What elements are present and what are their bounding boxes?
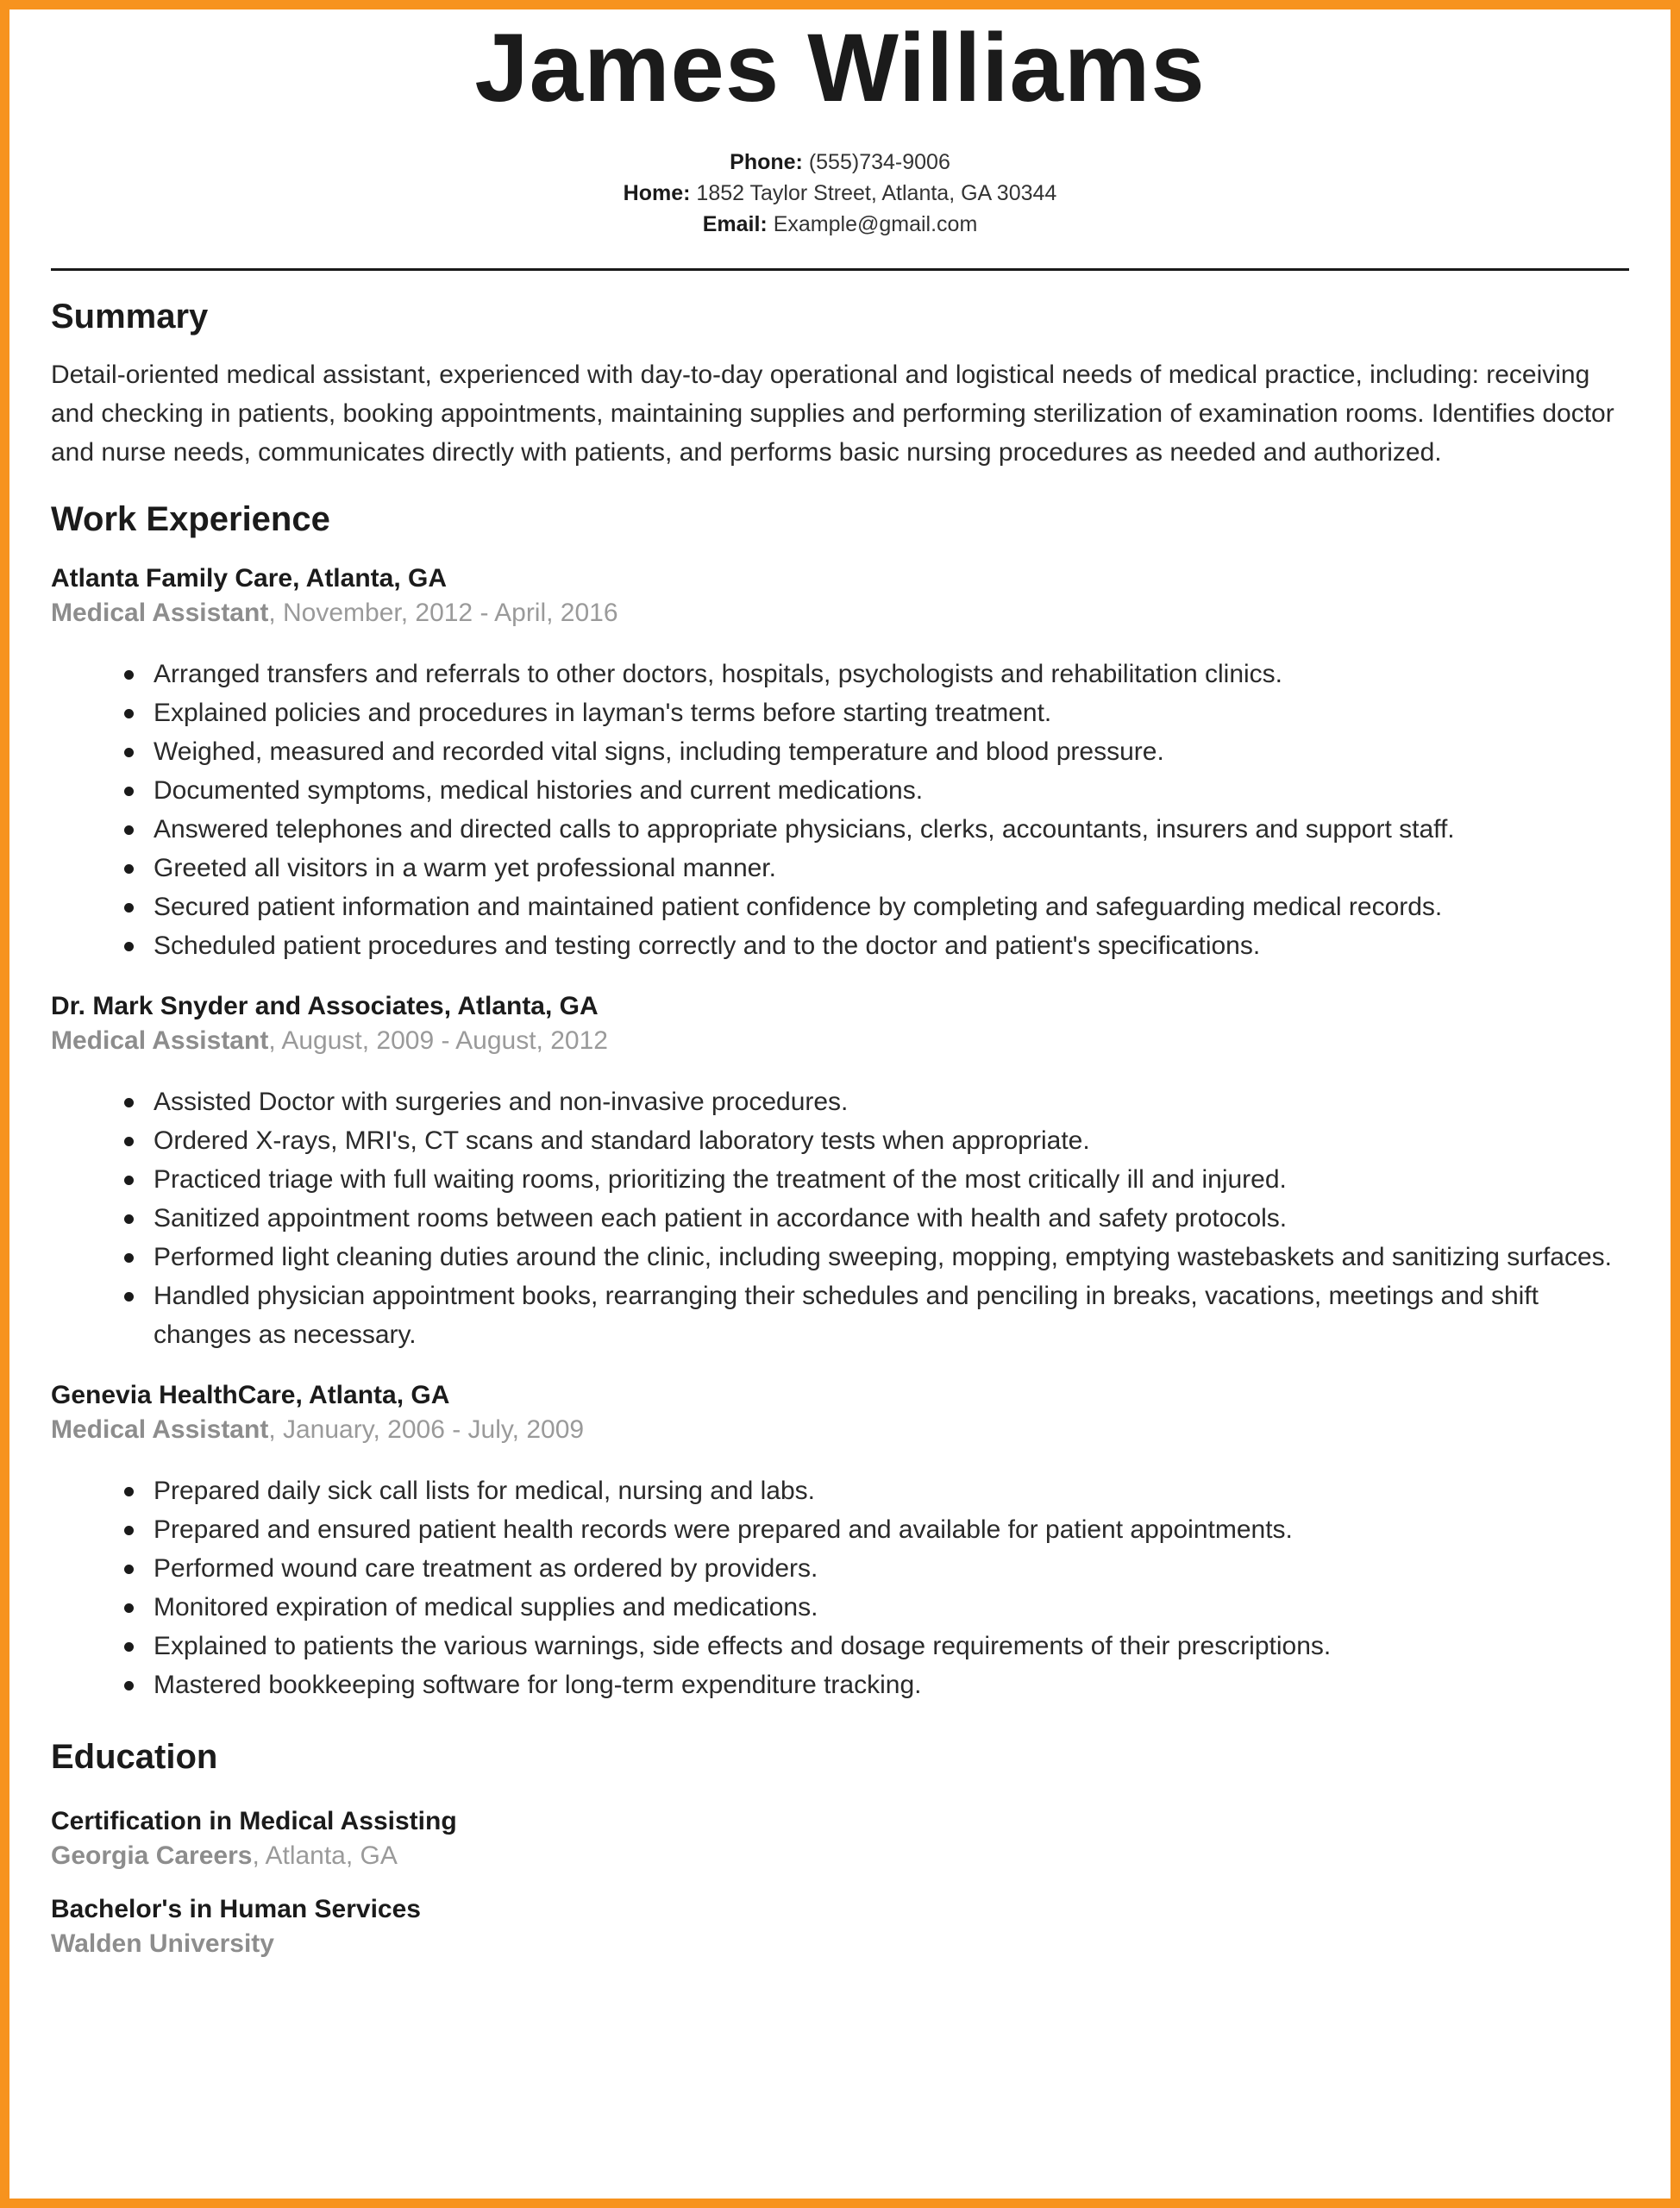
- job-duties: [51, 1082, 1629, 1354]
- education-list: [51, 1804, 1629, 1961]
- job-role-line: Medical Assistant, January, 2006 - July, 2009: [51, 1415, 585, 1444]
- job-entry: [51, 989, 1629, 1354]
- email-value: Example@gmail.com: [773, 212, 978, 236]
- edu-degree: Bachelor's in Human Services: [51, 1895, 421, 1923]
- phone-line: [51, 147, 1629, 178]
- home-label: Home:: [623, 181, 691, 205]
- edu-location: Atlanta, GA: [265, 1841, 398, 1870]
- duty-item: Scheduled patient procedures and testing correctly and to the doctor and patient's specifications.: [154, 926, 1629, 965]
- job-duties: [51, 1471, 1629, 1704]
- job-dates: November, 2012 - April, 2016: [282, 599, 618, 627]
- phone-value: (555)734-9006: [808, 150, 950, 174]
- duty-item: Ordered X-rays, MRI's, CT scans and standard laboratory tests when appropriate.: [154, 1121, 1629, 1160]
- job-location: Atlanta, GA: [309, 1381, 450, 1409]
- job-duties: [51, 655, 1629, 965]
- edu-school: Georgia Careers: [51, 1841, 253, 1870]
- duty-item: Arranged transfers and referrals to other doctors, hospitals, psychologists and rehabilitation clinics.: [154, 655, 1629, 693]
- job-employer: Genevia HealthCare: [51, 1381, 296, 1409]
- job-role: Medical Assistant: [51, 1026, 269, 1055]
- job-role-line: Medical Assistant, November, 2012 - April, 2016: [51, 599, 618, 627]
- duty-item: Practiced triage with full waiting rooms, prioritizing the treatment of the most critically ill and injured.: [154, 1160, 1629, 1199]
- duty-item: Prepared and ensured patient health records were prepared and available for patient appointments.: [154, 1510, 1629, 1549]
- duty-item: Explained to patients the various warnings, side effects and dosage requirements of their prescriptions.: [154, 1627, 1629, 1665]
- edu-school-line: [51, 1927, 1629, 1961]
- duty-item: Handled physician appointment books, rearranging their schedules and penciling in breaks, vacations, meetings and shift changes as necessary.: [154, 1276, 1629, 1354]
- duty-item: Weighed, measured and recorded vital signs, including temperature and blood pressure.: [154, 732, 1629, 771]
- email-line: [51, 209, 1629, 240]
- summary-heading: Summary: [51, 298, 209, 336]
- work-experience-heading: Work Experience: [51, 500, 330, 538]
- job-role-line: Medical Assistant, August, 2009 - August, 2012: [51, 1026, 608, 1055]
- duty-item: Assisted Doctor with surgeries and non-invasive procedures.: [154, 1082, 1629, 1121]
- education-heading: Education: [51, 1738, 218, 1776]
- header-divider: [51, 268, 1629, 271]
- email-label: Email:: [702, 212, 768, 236]
- edu-school-line: Georgia Careers, Atlanta, GA: [51, 1841, 398, 1870]
- home-value: 1852 Taylor Street, Atlanta, GA 30344: [696, 181, 1057, 205]
- job-employer-line: Dr. Mark Snyder and Associates, Atlanta, GA: [51, 992, 599, 1020]
- education-entry: [51, 1804, 1629, 1873]
- duty-item: Answered telephones and directed calls to appropriate physicians, clerks, accountants, insurers and support staff.: [154, 810, 1629, 849]
- job-role: Medical Assistant: [51, 1415, 269, 1444]
- duty-item: Secured patient information and maintained patient confidence by completing and safeguarding medical records.: [154, 888, 1629, 926]
- edu-school: Walden University: [51, 1929, 274, 1958]
- duty-item: Greeted all visitors in a warm yet professional manner.: [154, 849, 1629, 888]
- phone-label: Phone:: [730, 150, 803, 174]
- summary-text: Detail-oriented medical assistant, experienced with day-to-day operational and logistical needs of medical practice, including: receiving and checking in patients, booking appointments, maintaining supplies and performing sterilization of examination rooms. Identifies doctor and nurse needs, communicates directly with patients, and performs basic nursing procedures as needed and authorized.: [51, 361, 1614, 467]
- job-location: Atlanta, GA: [457, 992, 599, 1020]
- duty-item: Explained policies and procedures in layman's terms before starting treatment.: [154, 693, 1629, 732]
- duty-item: Prepared daily sick call lists for medical, nursing and labs.: [154, 1471, 1629, 1510]
- job-location: Atlanta, GA: [305, 564, 448, 593]
- job-role: Medical Assistant: [51, 599, 269, 627]
- edu-degree: Certification in Medical Assisting: [51, 1807, 457, 1835]
- home-line: [51, 178, 1629, 209]
- job-list: [51, 561, 1629, 1704]
- job-employer-line: Genevia HealthCare, Atlanta, GA: [51, 1381, 450, 1409]
- job-employer-line: Atlanta Family Care, Atlanta, GA: [51, 564, 448, 593]
- duty-item: Documented symptoms, medical histories and current medications.: [154, 771, 1629, 810]
- job-employer: Dr. Mark Snyder and Associates: [51, 992, 444, 1020]
- duty-item: Monitored expiration of medical supplies and medications.: [154, 1588, 1629, 1627]
- job-dates: August, 2009 - August, 2012: [281, 1026, 608, 1055]
- candidate-name: James Williams: [474, 14, 1206, 122]
- job-employer: Atlanta Family Care: [51, 564, 293, 593]
- duty-item: Performed light cleaning duties around the clinic, including sweeping, mopping, emptying wastebaskets and sanitizing surfaces.: [154, 1238, 1629, 1276]
- duty-item: Sanitized appointment rooms between each patient in accordance with health and safety protocols.: [154, 1199, 1629, 1238]
- job-entry: [51, 1378, 1629, 1704]
- education-entry: [51, 1892, 1629, 1961]
- duty-item: Mastered bookkeeping software for long-term expenditure tracking.: [154, 1665, 1629, 1704]
- job-entry: [51, 561, 1629, 965]
- contact-block: [51, 147, 1629, 240]
- resume-body: [51, 288, 1629, 1961]
- job-dates: January, 2006 - July, 2009: [282, 1415, 585, 1444]
- duty-item: Performed wound care treatment as ordered by providers.: [154, 1549, 1629, 1588]
